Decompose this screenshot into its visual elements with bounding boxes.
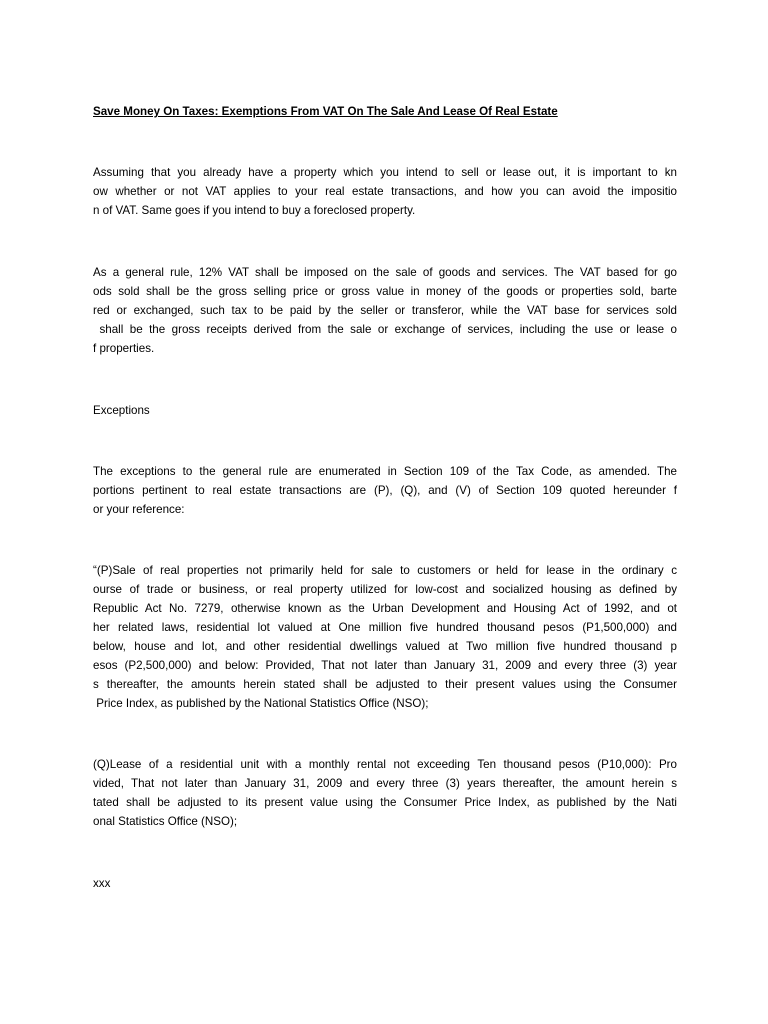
paragraph-2-line: ods sold shall be the gross selling price or gross value in money of the goods or properties sold, barte	[93, 285, 677, 298]
paragraph-3-line: portions pertinent to real estate transactions are (P), (Q), and (V) of Section 109 quoted hereunder f	[93, 484, 677, 497]
paragraph-3-line: or your reference:	[93, 503, 185, 516]
paragraph-1-line: n of VAT. Same goes if you intend to buy a foreclosed property.	[93, 204, 416, 217]
quoted-provision-q-line: tated shall be adjusted to its present value using the Consumer Price Index, as published by the Nati	[93, 796, 677, 809]
quoted-provision-p-line: “(P)Sale of real properties not primarily held for sale to customers or held for lease in the ordinary c	[93, 564, 677, 577]
quoted-provision-p-line: her related laws, residential lot valued at One million five hundred thousand pesos (P1,500,000) and	[93, 621, 677, 634]
omission-marker: xxx	[93, 877, 111, 890]
quoted-provision-q-line: vided, That not later than January 31, 2009 and every three (3) years thereafter, the amount herein s	[93, 777, 677, 790]
section-heading: Exceptions	[93, 404, 150, 417]
paragraph-3-line: The exceptions to the general rule are enumerated in Section 109 of the Tax Code, as amended. The	[93, 465, 677, 478]
paragraph-1-line: Assuming that you already have a property which you intend to sell or lease out, it is important to kn	[93, 166, 677, 179]
paragraph-2-line: f properties.	[93, 342, 155, 355]
quoted-provision-p-line: below, house and lot, and other residential dwellings valued at Two million five hundred thousand p	[93, 640, 677, 653]
paragraph-1-line: ow whether or not VAT applies to your real estate transactions, and how you can avoid the impositio	[93, 185, 677, 198]
quoted-provision-q-line: (Q)Lease of a residential unit with a monthly rental not exceeding Ten thousand pesos (P10,000): Pro	[93, 758, 677, 771]
paragraph-2-line: As a general rule, 12% VAT shall be imposed on the sale of goods and services. The VAT based for go	[93, 266, 677, 279]
paragraph-2-line: shall be the gross receipts derived from the sale or exchange of services, including the use or lease o	[93, 323, 677, 336]
quoted-provision-p-line: s thereafter, the amounts herein stated shall be adjusted to their present values using the Consumer	[93, 678, 677, 691]
quoted-provision-p-line: Republic Act No. 7279, otherwise known as the Urban Development and Housing Act of 1992, and ot	[93, 602, 677, 615]
quoted-provision-p-line: Price Index, as published by the National Statistics Office (NSO);	[93, 697, 429, 710]
quoted-provision-q-line: onal Statistics Office (NSO);	[93, 815, 238, 828]
quoted-provision-p-line: ourse of trade or business, or real property utilized for low-cost and socialized housing as defined by	[93, 583, 677, 596]
quoted-provision-p-line: esos (P2,500,000) and below: Provided, That not later than January 31, 2009 and every three (3) year	[93, 659, 677, 672]
paragraph-2-line: red or exchanged, such tax to be paid by the seller or transferor, while the VAT base for services sold	[93, 304, 677, 317]
document-title: Save Money On Taxes: Exemptions From VAT On The Sale And Lease Of Real Estate	[93, 105, 558, 118]
